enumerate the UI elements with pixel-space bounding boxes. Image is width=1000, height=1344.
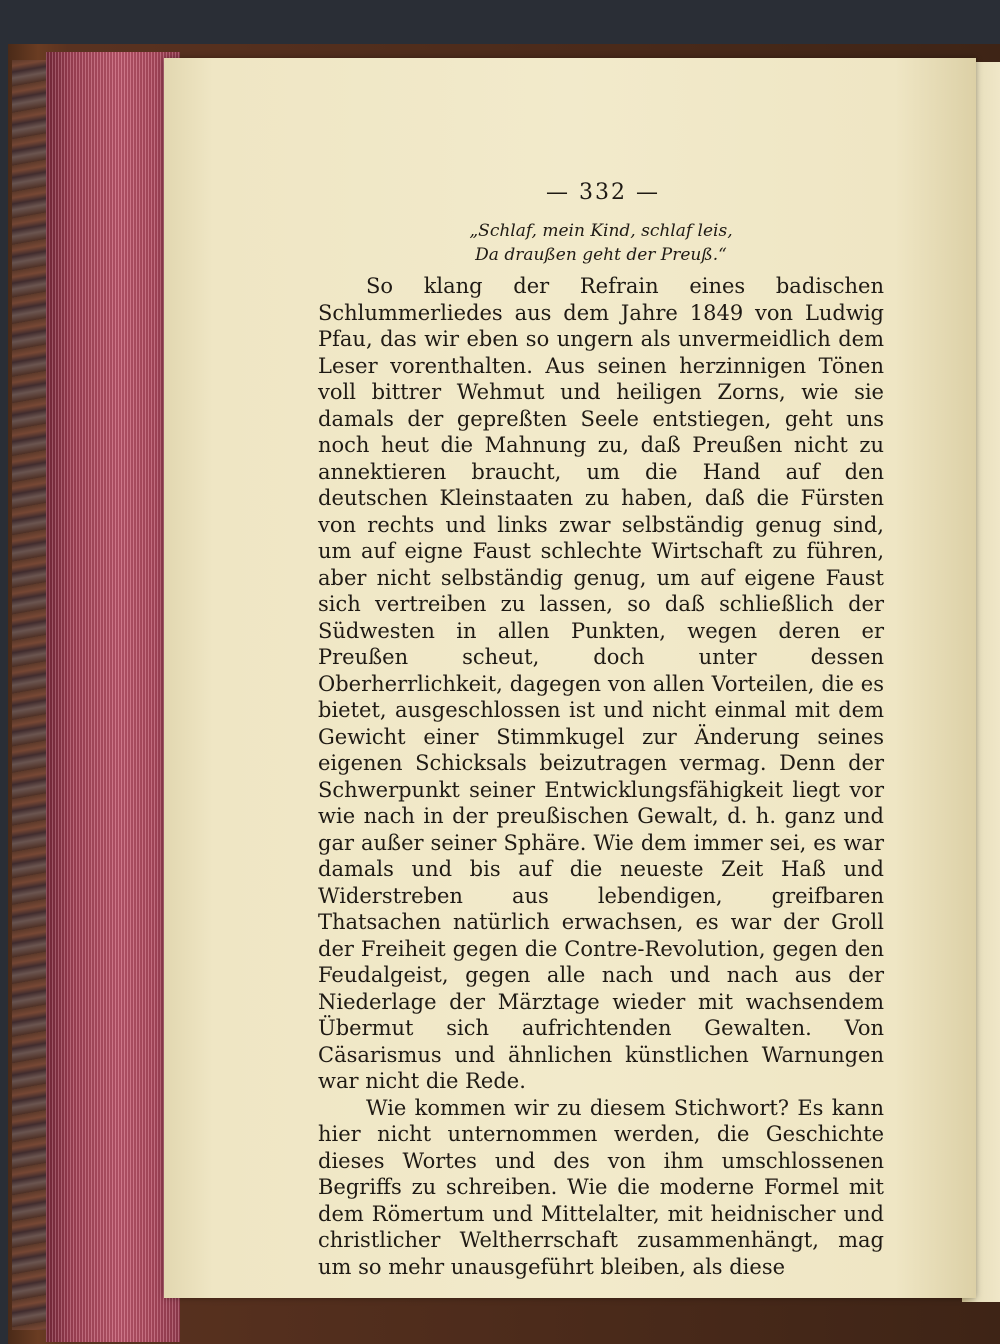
paragraph-2: Wie kommen wir zu diesem Stichwort? Es kann hier nicht unternommen werden, die Geschichte dieses Wortes und des von ihm umschlossenen Begriffs zu schreiben. Wie die moderne Formel mit dem Römertum und Mittelalter, mit heidnischer und christlicher Weltherrschaft zusammenhängt, mag um so mehr unausgeführt bleiben, als diese (318, 1095, 884, 1279)
marbled-endpaper (12, 60, 46, 1330)
page-text (318, 180, 884, 1280)
paragraph-1: So klang der Refrain eines badischen Schlummerliedes aus dem Jahre 1849 von Ludwig Pfau, das wir eben so ungern als unvermeidlich dem Leser vorenthalten. Aus seinen herzinnigen Tönen voll bittrer Wehmut und heiligen Zorns, wie sie damals der gepreßten Seele entstiegen, geht uns noch heut die Mahnung zu, daß Preußen nicht zu annektieren braucht, um die Hand auf den deutschen Kleinstaaten zu haben, daß die Fürsten von rechts und links zwar selbständig genug sind, um auf eigne Faust schlechte Wirtschaft zu führen, aber nicht selbständig genug, um auf eigene Faust sich vertreiben zu lassen, so daß schließlich der Südwesten in allen Punkten, wegen deren er Preußen scheut, doch unter dessen Oberherrlichkeit, dagegen von allen Vorteilen, die es bietet, ausgeschlossen ist und nicht einmal mit dem Gewicht einer Stimmkugel zur Änderung seines eigenen Schicksals beizutragen vermag. Denn der Schwerpunkt seiner Entwicklungsfähigkeit liegt vor wie nach in der preußischen Gewalt, d. h. ganz und gar außer seiner Sphäre. Wie dem immer sei, es war damals und bis auf die neueste Zeit Haß und Widerstreben aus lebendigen, greifbaren Thatsachen natürlich erwachsen, es war der Groll der Freiheit gegen die Contre-Revolution, gegen den Feudalgeist, gegen alle nach und nach aus der Niederlage der Märztage wieder mit wachsendem Übermut sich aufrichtenden Gewalten. Von Cäsarismus und ähnlichen künstlichen Warnungen war nicht die Rede. (318, 274, 884, 1093)
verse-line-1: „Schlaf, mein Kind, schlaf leis, (469, 221, 733, 241)
page-number: — 332 — (546, 180, 660, 205)
verse-line-2: Da draußen geht der Preuß.“ (475, 245, 727, 265)
red-page-edges (46, 52, 180, 1342)
verse-quote (318, 219, 884, 267)
